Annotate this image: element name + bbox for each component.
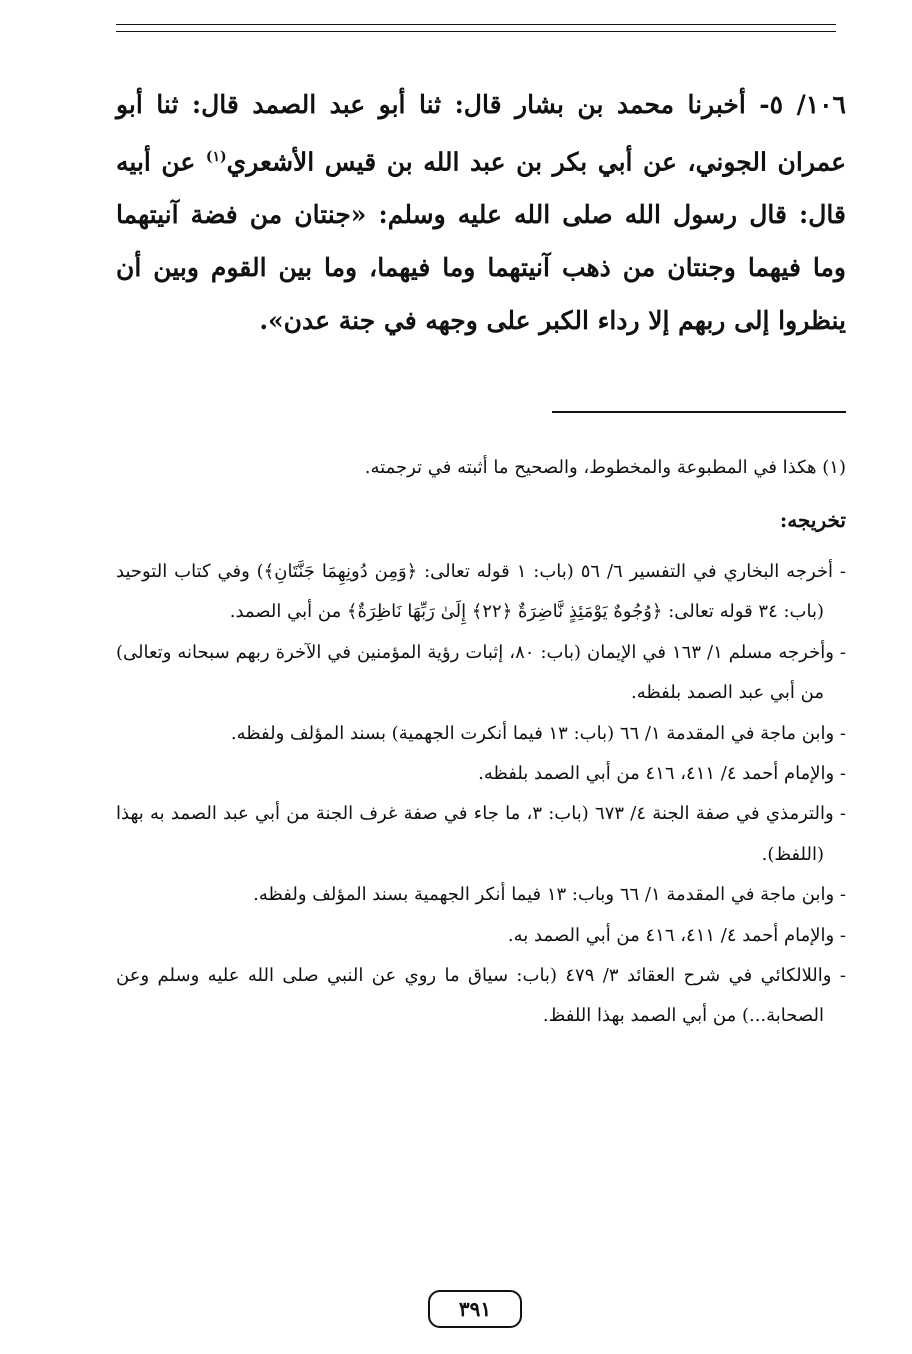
takhrij-heading: تخريجه: xyxy=(779,508,846,532)
takhrij-item-tirmidhi: - والترمذي في صفة الجنة ٤/ ٦٧٣ (باب: ٣، ما جاء في صفة غرف الجنة من أبي عبد الصمد به بهذا (اللفظ). xyxy=(116,803,846,865)
takhrij-item-ibn-majah-2: - وابن ماجة في المقدمة ١/ ٦٦ وباب: ١٣ فيما أنكر الجهمية بسند المؤلف ولفظه. xyxy=(253,884,846,906)
header-rule-top xyxy=(116,24,836,25)
header-rule-bottom xyxy=(116,31,836,32)
footnote-separator xyxy=(552,411,846,413)
footnote-reference[interactable]: (١) xyxy=(205,149,227,165)
footnote: (١) هكذا في المطبوعة والمخطوط، والصحيح ما أثبته في ترجمته. xyxy=(364,457,846,478)
takhrij-item-ahmad: - والإمام أحمد ٤/ ٤١١، ٤١٦ من أبي الصمد بلفظه. xyxy=(478,763,846,785)
takhrij-list xyxy=(116,552,846,1037)
takhrij-item-bukhari: - أخرجه البخاري في التفسير ٦/ ٥٦ (باب: ١ قوله تعالى: ﴿وَمِن دُونِهِمَا جَنَّتَانِ﴾) وفي كتاب التوحيد (باب: ٣٤ قوله تعالى: ﴿وُجُوهٌ يَوْمَئِذٍ نَّاضِرَةٌ ﴿٢٢﴾ إِلَىٰ رَبِّهَا نَاظِرَةٌ﴾ من أبي الصمد. xyxy=(116,561,846,623)
takhrij-item-ibn-majah: - وابن ماجة في المقدمة ١/ ٦٦ (باب: ١٣ فيما أنكرت الجهمية) بسند المؤلف ولفظه. xyxy=(230,722,846,744)
hadith-text-continued: عن أبيه قال: قال رسول الله صلى الله عليه وسلم: «جنتان من فضة آنيتهما وما فيهما وجنتان من ذهب آنيتهما وما فيهما، وما بين القوم وبين أن ينظروا إلى ربهم إلا رداء الكبر على وجهه في جنة عدن». xyxy=(116,147,846,336)
page-number-text: ٣٩١ xyxy=(458,1297,492,1321)
takhrij-item-ahmad-2: - والإمام أحمد ٤/ ٤١١، ٤١٦ من أبي الصمد به. xyxy=(507,924,846,946)
takhrij-item-lalakai: - واللالكائي في شرح العقائد ٣/ ٤٧٩ (باب: سياق ما روي عن النبي صلى الله عليه وسلم وعن الصحابة...) من أبي الصمد بهذا اللفظ. xyxy=(116,965,846,1027)
hadith-text: ١٠٦/ ٥- أخبرنا محمد بن بشار قال: ثنا أبو عبد الصمد قال: ثنا أبو عمران الجوني، عن أبي بكر بن عبد الله بن قيس الأشعري xyxy=(116,90,846,177)
takhrij-item-muslim: - وأخرجه مسلم ١/ ١٦٣ في الإيمان (باب: ٨٠، إثبات رؤية المؤمنين في الآخرة ربهم سبحانه وتعالى) من أبي عبد الصمد بلفظه. xyxy=(116,641,846,704)
page-number xyxy=(428,1290,522,1328)
hadith-paragraph xyxy=(116,78,846,347)
